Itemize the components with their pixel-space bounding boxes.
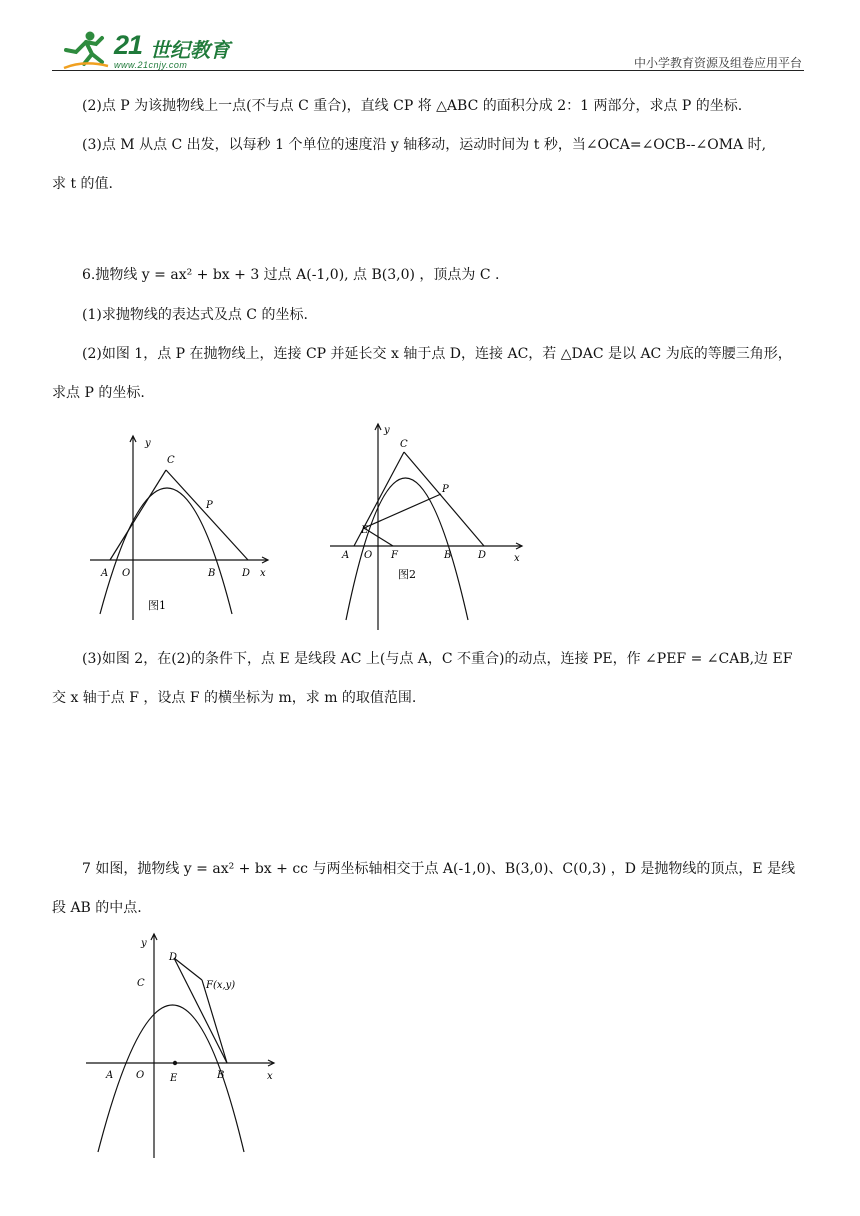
- fig2-F-label: F: [391, 550, 398, 561]
- figure-3: [84, 930, 280, 1160]
- fig2-A-label: A: [342, 550, 350, 561]
- fig2-P-label: P: [442, 484, 449, 495]
- q5-part3-line1: (3)点 M 从点 C 出发，以每秒 1 个单位的速度沿 y 轴移动，运动时间为 t 秒，当∠OCA=∠OCB--∠OMA 时,: [82, 137, 767, 153]
- fig1-D-label: D: [242, 568, 251, 579]
- fig1-A-label: A: [101, 568, 109, 579]
- logo-url: www.21cnjy.com: [114, 60, 188, 70]
- fig3-F-label: F(x,y): [206, 980, 236, 991]
- fig1-C-label: C: [167, 455, 175, 466]
- fig1-caption: 图1: [148, 599, 166, 612]
- fig2-B-label: B: [444, 550, 452, 561]
- fig3-O-label: O: [136, 1070, 145, 1081]
- fig2-O-label: O: [364, 550, 373, 561]
- fig3-x-label: x: [267, 1071, 273, 1082]
- fig3-A-label: A: [106, 1070, 114, 1081]
- fig1-y-label: y: [145, 438, 151, 449]
- fig2-caption: 图2: [398, 568, 416, 581]
- header-rule: [52, 70, 804, 71]
- fig2-E-label: E: [361, 525, 369, 536]
- fig3-E-label: E: [170, 1073, 178, 1084]
- fig3-B-label: B: [217, 1070, 225, 1081]
- q7-stem-line1: 7 如图，抛物线 y = ax² + bx + cc 与两坐标轴相交于点 A(-1,0)、B(3,0)、C(0,3) ，D 是抛物线的顶点，E 是线: [82, 861, 796, 877]
- q6-part3-line1: (3)如图 2，在(2)的条件下，点 E 是线段 AC 上(与点 A，C 不重合)的动点，连接 PE，作 ∠PEF = ∠CAB,边 EF: [82, 651, 793, 667]
- q5-part3-line2: 求 t 的值.: [52, 176, 113, 192]
- site-logo: [62, 30, 232, 74]
- figure-2: [328, 420, 528, 632]
- figure-1: [88, 432, 274, 622]
- fig3-D-label: D: [169, 952, 178, 963]
- fig2-x-label: x: [514, 553, 520, 564]
- fig3-C-label: C: [137, 978, 145, 989]
- q6-stem: 6.抛物线 y = ax² + bx + 3 过点 A(-1,0), 点 B(3,0) ，顶点为 C .: [82, 267, 500, 283]
- platform-name: 中小学教育资源及组卷应用平台: [633, 56, 802, 70]
- fig3-y-label: y: [141, 938, 147, 949]
- fig1-O-label: O: [122, 568, 131, 579]
- q6-part3-line2: 交 x 轴于点 F ，设点 F 的横坐标为 m，求 m 的取值范围.: [52, 690, 417, 706]
- q6-part1: (1)求抛物线的表达式及点 C 的坐标.: [82, 307, 308, 323]
- fig2-D-label: D: [478, 550, 487, 561]
- fig1-B-label: B: [208, 568, 216, 579]
- fig1-x-label: x: [260, 568, 266, 579]
- q7-stem-line2: 段 AB 的中点.: [52, 900, 142, 916]
- logo-number: 21: [114, 30, 143, 60]
- q6-part2-line1: (2)如图 1，点 P 在抛物线上，连接 CP 并延长交 x 轴于点 D，连接 AC，若 △DAC 是以 AC 为底的等腰三角形，: [82, 346, 792, 362]
- logo-text: 世纪教育: [150, 38, 230, 62]
- fig2-y-label: y: [384, 425, 390, 436]
- fig2-C-label: C: [400, 439, 408, 450]
- fig1-P-label: P: [206, 500, 213, 511]
- q5-part2: (2)点 P 为该抛物线上一点(不与点 C 重合)，直线 CP 将 △ABC 的面积分成 2：1 两部分，求点 P 的坐标.: [82, 98, 743, 114]
- runner-icon: [62, 30, 112, 72]
- q6-part2-line2: 求点 P 的坐标.: [52, 385, 145, 401]
